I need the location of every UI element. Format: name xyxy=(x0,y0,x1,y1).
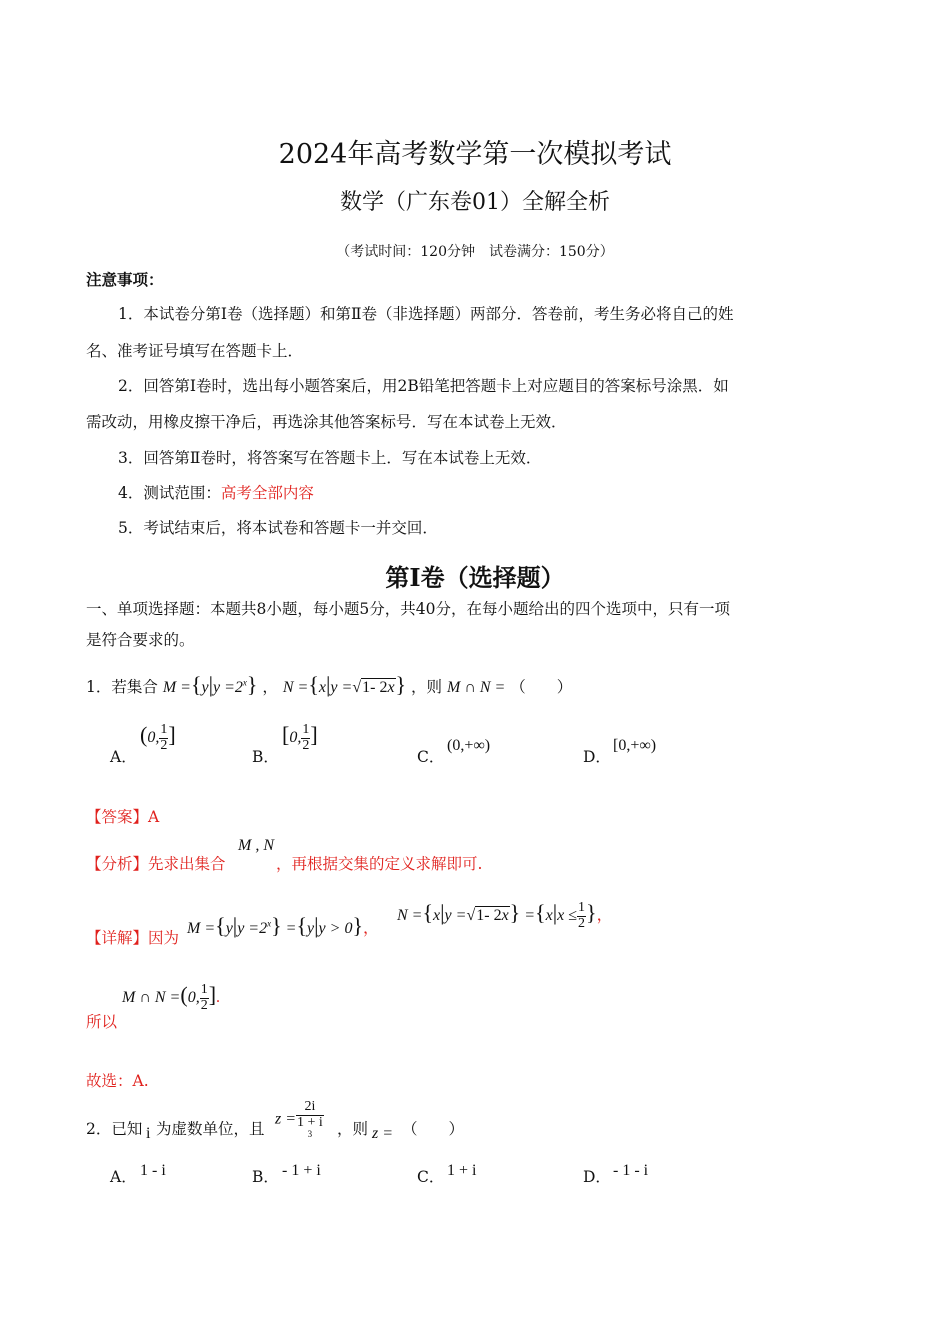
q1-option-c-value: (0,+∞) xyxy=(447,737,491,754)
note-4-scope: 高考全部内容 xyxy=(220,484,314,502)
q2-stem-mid: 为虚数单位，且 xyxy=(156,1120,265,1138)
q2-option-a-label: A． xyxy=(110,1168,137,1186)
q2-option-c-label: C． xyxy=(417,1168,445,1186)
q1-option-d-label: D． xyxy=(583,748,611,766)
q1-analysis-text-a: 先求出集合 xyxy=(148,855,226,873)
note-3: 3．回答第Ⅱ卷时，将答案写在答题卡上．写在本试卷上无效． xyxy=(118,449,542,467)
q2-expression: z = 2i 1 + i 3 xyxy=(275,1099,323,1140)
q1-period: . xyxy=(216,989,221,1006)
q2-option-a-value: 1 - i xyxy=(140,1162,166,1179)
note-1-line-2: 名、准考证号填写在答题卡上． xyxy=(86,342,304,360)
q1-detail-label: 【详解】 xyxy=(86,929,149,947)
note-2-line-2: 需改动，用橡皮擦干净后，再选涂其他答案标号．写在本试卷上无效． xyxy=(86,413,567,431)
q1-detail-set-m: $M =\{y|y =2^x\} =\{y|y > 0\}$， xyxy=(187,913,380,938)
q1-set-n: N ={x|y =√1- 2x} xyxy=(282,672,407,697)
q1-option-a-label: A． xyxy=(110,748,137,766)
q1-detail-result: M ∩ N =(0, $\frac{1}{2}$ ]. xyxy=(122,982,221,1013)
q1-stem xyxy=(86,672,572,698)
q2-option-d-value: - 1 - i xyxy=(613,1162,649,1179)
q1-analysis-sets: M , N xyxy=(238,837,274,854)
q1-analysis-text-b: ，再根据交集的定义求解即可. xyxy=(276,855,483,873)
q1-option-d-value: [0,+∞) xyxy=(613,737,657,754)
section-title: 第Ⅰ卷（选择题） xyxy=(385,563,565,592)
note-1-line-1: 1．本试卷分第Ⅰ卷（选择题）和第Ⅱ卷（非选择题）两部分．答卷前，考生务必将自己的姓 xyxy=(118,305,734,323)
q1-option-c-label: C． xyxy=(417,748,445,766)
q1-detail-because: 因为 xyxy=(148,929,180,947)
exam-subtitle: 数学（广东卷01）全解全析 xyxy=(340,190,610,215)
q1-then: ，则 xyxy=(411,678,443,696)
q1-option-b-label: B． xyxy=(252,748,279,766)
q1-so: 所以 xyxy=(86,1013,118,1031)
q2-option-b-value: - 1 + i xyxy=(282,1162,321,1179)
notes-heading: 注意事项： xyxy=(86,270,164,289)
q1-choose: 故选：A. xyxy=(86,1072,149,1090)
note-4 xyxy=(118,481,314,503)
note-4-prefix: 4．测试范围： xyxy=(118,484,221,502)
note-5: 5．考试结束后，将本试卷和答题卡一并交回． xyxy=(118,519,438,537)
q2-option-b-label: B． xyxy=(252,1168,279,1186)
q2-z: z = xyxy=(372,1125,394,1142)
exam-info: （考试时间：120分钟 试卷满分：150分） xyxy=(336,244,614,260)
exam-title: 2024年高考数学第一次模拟考试 xyxy=(278,139,672,170)
q1-set-m: $M =\{y|y =2^x\}$ xyxy=(162,672,258,697)
section-intro-line-1: 一、单项选择题：本题共8小题，每小题5分，共40分，在每小题给出的四个选项中，只有一项 xyxy=(86,600,730,618)
q2-paren: （ ） xyxy=(402,1120,465,1138)
q1-intersection: M ∩ N = xyxy=(447,679,506,696)
q2-option-c-value: 1 + i xyxy=(447,1162,477,1179)
q2-stem-start: 2．已知 xyxy=(86,1120,143,1138)
q1-analysis xyxy=(86,852,226,874)
q1-comma: ， xyxy=(262,678,278,696)
q1-number: 1．若集合 xyxy=(86,678,158,696)
q1-paren: （ ） xyxy=(510,678,573,696)
q1-option-a-value: (0, $\frac{1}{2}$ ] xyxy=(140,722,176,753)
section-intro-line-2: 是符合要求的。 xyxy=(86,631,195,649)
q2-imaginary-unit: i xyxy=(146,1125,151,1142)
q1-option-b-value: [0, $\frac{1}{2}$ ] xyxy=(282,722,318,753)
q1-analysis-label: 【分析】 xyxy=(86,855,149,873)
q1-detail xyxy=(86,926,179,948)
q2-then: ，则 xyxy=(337,1120,369,1138)
note-2-line-1: 2．回答第Ⅰ卷时，选出每小题答案后，用2B铅笔把答题卡上对应题目的答案标号涂黑．如 xyxy=(118,377,729,395)
q2-option-d-label: D． xyxy=(583,1168,611,1186)
q1-detail-set-n: N ={x|y =√1- 2x} ={x|x ≤ $\frac{1}{2}$ }， xyxy=(397,900,613,931)
q1-answer: 【答案】A xyxy=(86,808,160,826)
